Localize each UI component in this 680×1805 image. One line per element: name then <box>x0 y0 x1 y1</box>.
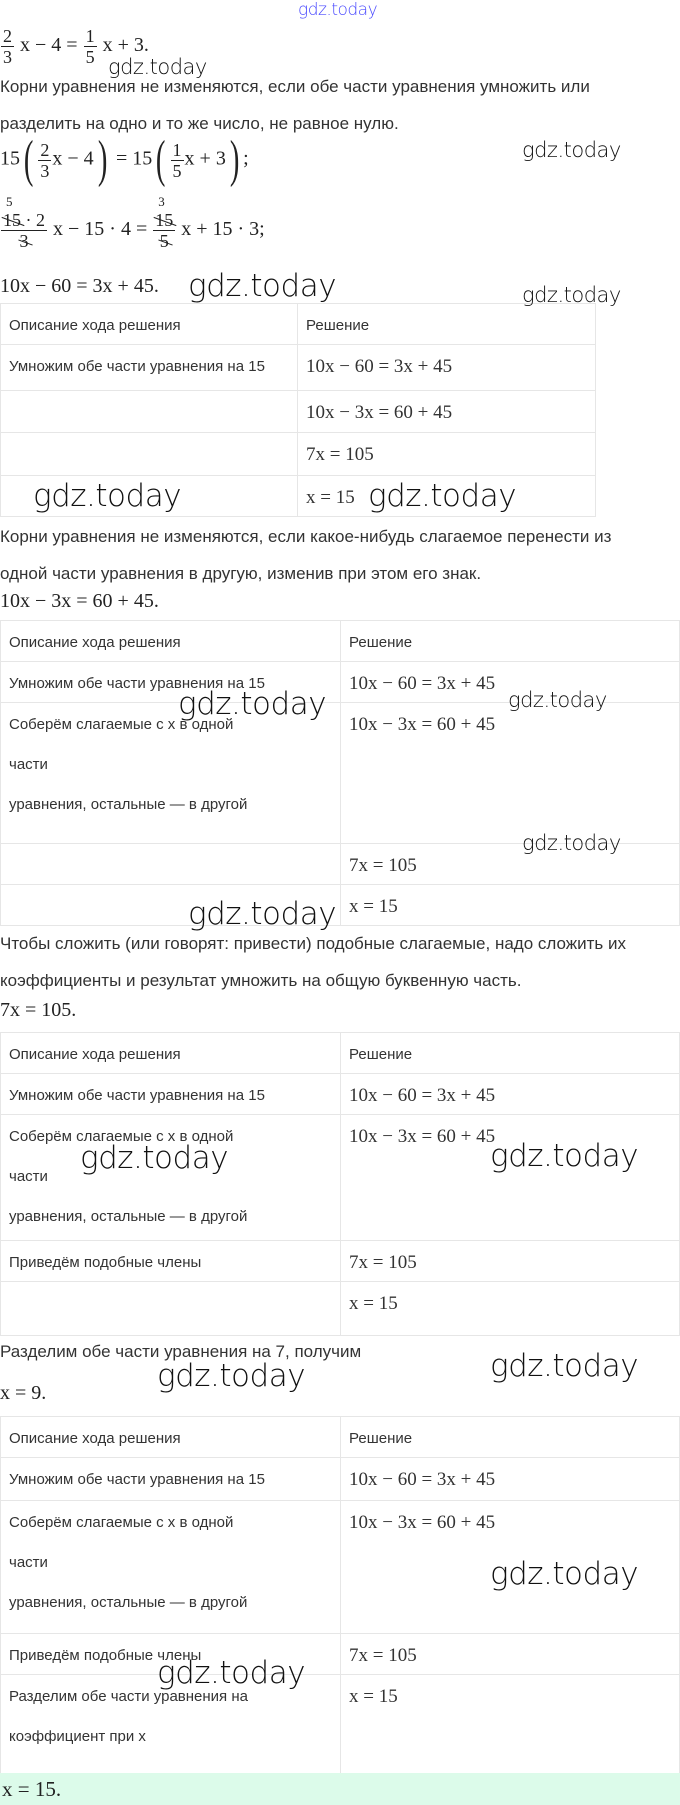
cell-text: Умножим обе части уравнения на 15 <box>9 675 265 692</box>
cell-description <box>1 1115 341 1241</box>
cell-text: части <box>9 1554 48 1571</box>
cell-text: 10x − 60 = 3x + 45 <box>349 1469 496 1490</box>
cell-description <box>1 703 341 844</box>
cell-text: Умножим обе части уравнения на 15 <box>9 1471 265 1488</box>
cell-text: Соберём слагаемые с x в одной <box>9 716 234 733</box>
cell-description <box>1 1282 341 1336</box>
solution-table-3 <box>0 1032 680 1336</box>
cell-text: 7x = 105 <box>349 855 417 876</box>
cell-text: Приведём подобные члены <box>9 1254 202 1271</box>
equation-result-3: 7x = 105. <box>0 999 77 1021</box>
cell-text: Решение <box>349 1046 413 1063</box>
rule-like-terms: Чтобы сложить (или говорят: привести) подобные слагаемые, надо сложить их коэффициенты и результат умножить на общую буквенную часть. <box>0 934 627 990</box>
table-row <box>1 1282 680 1336</box>
cell-text: x = 15 <box>349 1293 398 1314</box>
cell-text: Описание хода решения <box>9 1046 181 1063</box>
cell-text <box>9 1282 332 1285</box>
cell-text: части <box>9 1168 48 1185</box>
watermark: gdz.today <box>108 55 207 79</box>
cell-solution <box>341 703 680 844</box>
cell-solution <box>341 1458 680 1501</box>
table-header-row <box>1 1417 680 1458</box>
cell-solution <box>298 345 596 391</box>
cell-text: Описание хода решения <box>9 634 181 651</box>
header-solution <box>341 621 680 662</box>
cell-text: 10x − 60 = 3x + 45 <box>306 356 453 377</box>
table-row <box>1 391 596 433</box>
cell-text: Умножим обе части уравнения на 15 <box>9 1087 265 1104</box>
cell-text: 10x − 3x = 60 + 45 <box>306 402 453 423</box>
cell-text: Умножим обе части уравнения на 15 <box>9 358 265 375</box>
cell-solution <box>341 1675 680 1776</box>
header-description <box>1 1417 341 1458</box>
watermark: gdz.today <box>508 688 607 712</box>
cell-text: уравнения, остальные — в другой <box>9 1208 248 1225</box>
watermark: gdz.today <box>368 478 517 514</box>
answer: x = 15. <box>2 1777 62 1801</box>
equation-result-2: 10x − 3x = 60 + 45. <box>0 590 159 612</box>
cell-solution <box>341 1282 680 1336</box>
cell-description <box>1 391 298 433</box>
cell-text <box>9 885 332 888</box>
cell-solution <box>341 1074 680 1115</box>
watermark: gdz.today <box>490 1348 639 1384</box>
cell-text: 10x − 60 = 3x + 45 <box>349 1085 496 1106</box>
cell-solution <box>341 1241 680 1282</box>
table-header-row <box>1 304 596 345</box>
cell-solution <box>298 391 596 433</box>
table-row <box>1 1634 680 1675</box>
cell-description <box>1 433 298 476</box>
cell-text: 7x = 105 <box>349 1252 417 1273</box>
solution-table-2 <box>0 620 680 926</box>
cell-description <box>1 1241 341 1282</box>
cell-text: Разделим обе части уравнения на <box>9 1688 248 1705</box>
cell-description <box>1 844 341 885</box>
cell-text: Приведём подобные члены <box>9 1647 202 1664</box>
watermark: gdz.today <box>298 0 378 20</box>
watermark: gdz.today <box>188 268 337 304</box>
equation-result-4: x = 9. <box>0 1382 47 1404</box>
cell-text: коэффициент при x <box>9 1728 146 1745</box>
cell-text: 10x − 3x = 60 + 45 <box>349 1512 496 1533</box>
rule-multiply: Корни уравнения не изменяются, если обе части уравнения умножить или разделить на одно и то же число, не равное нулю. <box>0 77 590 133</box>
watermark: gdz.today <box>522 283 621 307</box>
header-solution <box>298 304 596 345</box>
table-header-row <box>1 1033 680 1074</box>
equation-reduced: 5 15 · 2 3 x − 15 · 4 = 3 15 5 x + 15 · 3; <box>3 194 265 251</box>
watermark: gdz.today <box>522 831 621 855</box>
table-row <box>1 1241 680 1282</box>
answer-box <box>0 1773 680 1805</box>
table-row <box>1 1458 680 1501</box>
cell-text: Описание хода решения <box>9 1430 181 1447</box>
cell-solution <box>341 844 680 885</box>
watermark: gdz.today <box>522 138 621 162</box>
equation-result-1: 10x − 60 = 3x + 45. <box>0 275 159 297</box>
equation-multiplied: 15( $\frac{2}{3}$ x − 4) = 15( $\frac{1}{5}$ x + 3) ; <box>0 131 249 188</box>
table-row <box>1 885 680 926</box>
table-row <box>1 433 596 476</box>
watermark: gdz.today <box>157 1358 306 1394</box>
cell-text: уравнения, остальные — в другой <box>9 1594 248 1611</box>
header-description <box>1 304 298 345</box>
cell-text: 7x = 105 <box>306 444 374 465</box>
cell-description <box>1 1458 341 1501</box>
header-description <box>1 621 341 662</box>
cell-text: Описание хода решения <box>9 317 181 334</box>
cell-text: 10x − 3x = 60 + 45 <box>349 714 496 735</box>
rule-divide: Разделим обе части уравнения на 7, получим <box>0 1342 362 1361</box>
header-solution <box>341 1033 680 1074</box>
watermark: gdz.today <box>188 896 337 932</box>
cell-solution <box>341 1634 680 1675</box>
watermark: gdz.today <box>490 1556 639 1592</box>
cell-text: x = 15 <box>349 1686 398 1707</box>
cell-text: 7x = 105 <box>349 1645 417 1666</box>
cell-solution <box>341 1115 680 1241</box>
equation-original: $\frac{2}{3}$ x − 4 = $\frac{1}{5}$ x + 3. <box>3 26 149 67</box>
cell-text <box>9 391 289 394</box>
cell-text: 10x − 3x = 60 + 45 <box>349 1126 496 1147</box>
watermark: gdz.today <box>490 1138 639 1174</box>
cell-text <box>9 844 332 847</box>
watermark: gdz.today <box>178 686 327 722</box>
cell-text: x = 15 <box>306 487 355 508</box>
watermark: gdz.today <box>33 478 182 514</box>
cell-text: Решение <box>306 317 370 334</box>
watermark: gdz.today <box>157 1655 306 1691</box>
table-row <box>1 345 596 391</box>
cell-text: Решение <box>349 1430 413 1447</box>
cell-text: части <box>9 756 48 773</box>
cell-solution <box>341 885 680 926</box>
cell-text: Соберём слагаемые с x в одной <box>9 1128 234 1145</box>
cell-text: Соберём слагаемые с x в одной <box>9 1514 234 1531</box>
cell-text: Решение <box>349 634 413 651</box>
cell-text: x = 15 <box>349 896 398 917</box>
cell-description <box>1 1074 341 1115</box>
header-description <box>1 1033 341 1074</box>
cell-text <box>9 433 289 436</box>
table-row <box>1 1675 680 1776</box>
watermark: gdz.today <box>80 1140 229 1176</box>
cell-solution <box>298 433 596 476</box>
table-header-row <box>1 621 680 662</box>
header-solution <box>341 1417 680 1458</box>
cell-text: 10x − 60 = 3x + 45 <box>349 673 496 694</box>
cell-text: уравнения, остальные — в другой <box>9 796 248 813</box>
table-row <box>1 1115 680 1241</box>
table-row <box>1 703 680 844</box>
solution-table-4 <box>0 1416 680 1776</box>
table-row <box>1 1074 680 1115</box>
cell-description <box>1 345 298 391</box>
rule-transfer: Корни уравнения не изменяются, если какое-нибудь слагаемое перенести из одной части уравнения в другую, изменив при этом его знак. <box>0 527 612 583</box>
cell-description <box>1 1501 341 1634</box>
